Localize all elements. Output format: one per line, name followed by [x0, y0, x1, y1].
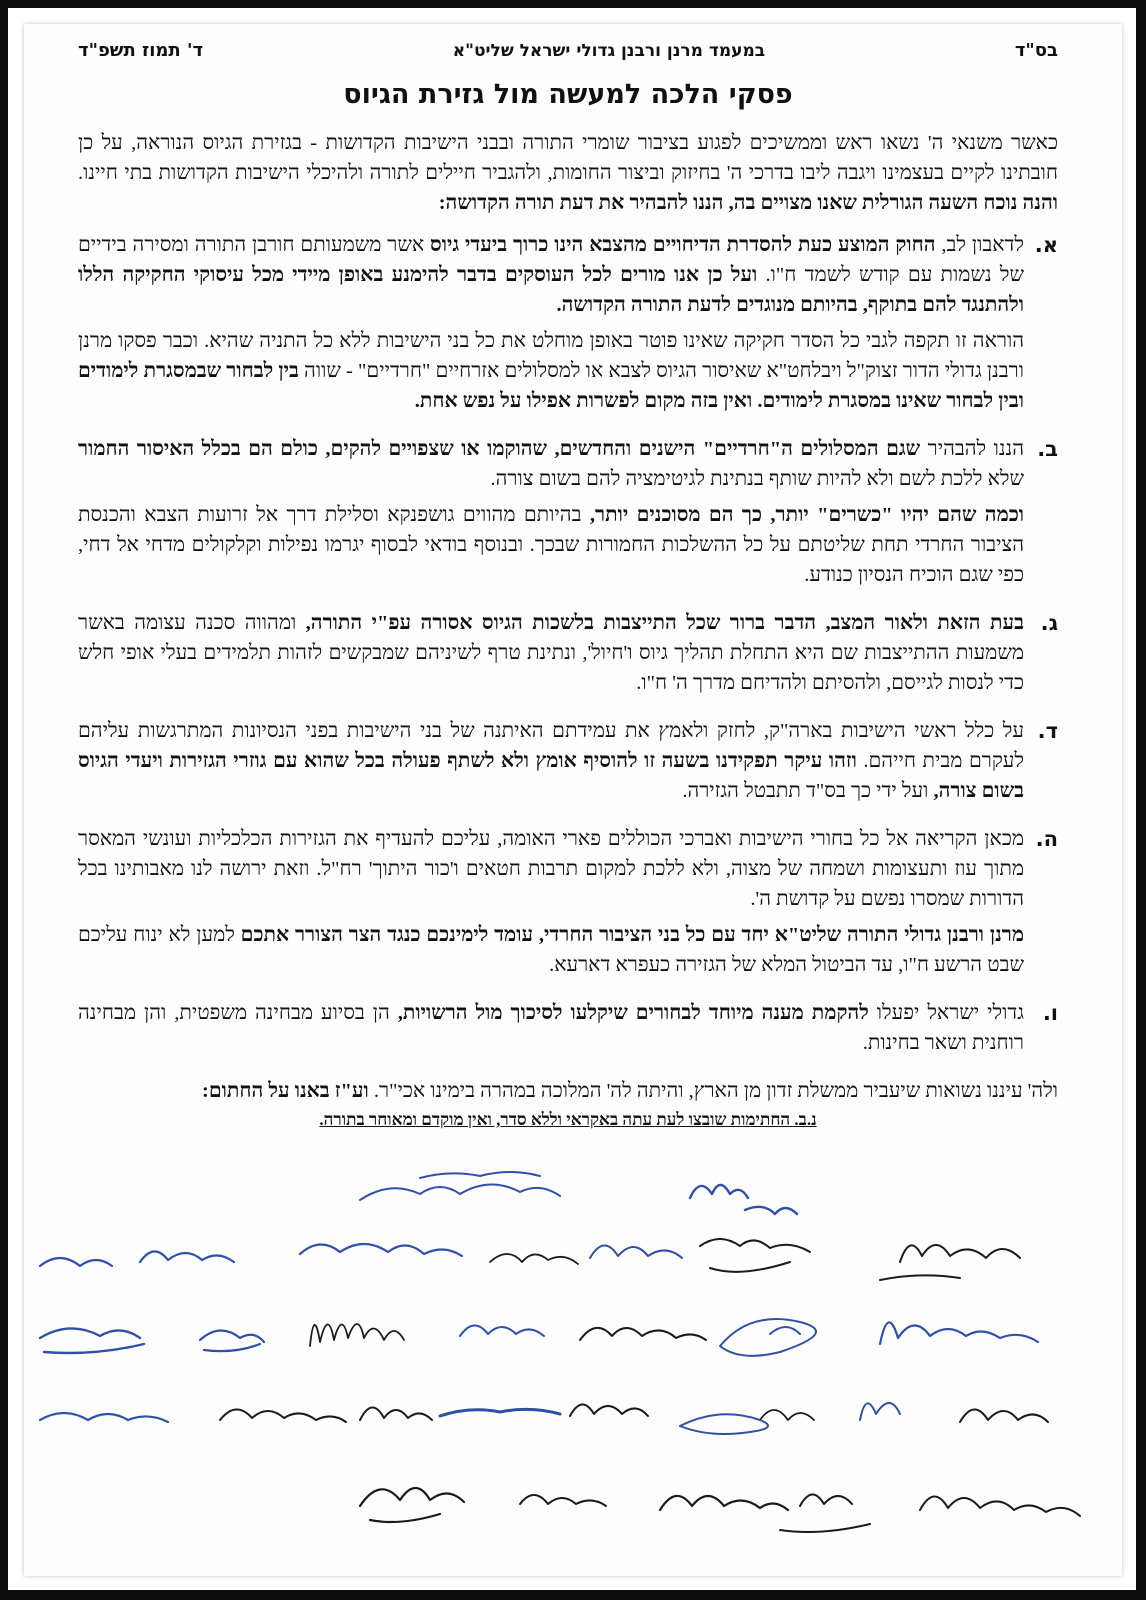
document-body	[78, 40, 1058, 1130]
clause-3	[78, 608, 1058, 704]
header-right-mark: בס"ד	[1014, 40, 1058, 61]
clause-paragraph	[78, 920, 1024, 980]
clause-paragraph	[78, 608, 1024, 698]
clause-letter: ג.	[1040, 611, 1058, 635]
document-title: פסקי הלכה למעשה מול גזירת הגיוס	[343, 79, 793, 110]
clause-text: על כלל ראשי הישיבות בארה"ק, לחזק ולאמץ את עמידתם האיתנה של בני הישיבות בפני הנסיונות המתרגשות עליהם לעקרם מבית חייהם.	[78, 720, 1024, 772]
clause-bold-text: בין לבחור שבמסגרת לימודים ובין לבחור שאינו במסגרת לימודים. ואין בזה מקום לפשרות אפילו על נפש אחת.	[78, 360, 1024, 412]
clause-paragraph	[78, 824, 1024, 914]
intro-bold-text: והנה נוכח השעה הגורלית שאנו מצויים בה, הננו להבהיר את דעת תורה הקדושה:	[438, 192, 1058, 214]
clause-body	[78, 608, 1024, 704]
intro-paragraph	[78, 128, 1058, 218]
clause-text: ועל ידי כך בס"ד תתבטל הגזירה.	[682, 780, 934, 802]
clause-paragraph	[78, 716, 1024, 806]
clause-text: למען לא ינוח עליכם שבט הרשע ח"ו, עד הביטול המלא של הגזירה כעפרא דארעא.	[78, 924, 1024, 976]
clause-bold-text: ועל כן אנו מורים לכל העוסקים בדבר להימנע באופן מיידי מכל עיסוקי החקיקה הללו ולהתנגד להם בתוקף, בהיותם מנוגדים לדעת התורה הקדושה.	[78, 264, 1024, 316]
clause-text: בהיותם מהווים גושפנקא וסלילת דרך אל זרועות הצבא והכנסת הציבור החרדי תחת שליטתם על כל ההשלכות החמורות שבכך. ובנוסף בודאי לבסוף יגרמו נפילות וקלקולים מדחי אל דחי, כפי שגם הוכיח הנסיון כנודע.	[78, 504, 1024, 586]
clause-text: הן בסיוע מבחינה משפטית, והן מבחינה רוחנית ושאר בחינות.	[78, 1002, 1024, 1054]
clause-paragraph	[78, 998, 1024, 1058]
closing-line	[78, 1076, 1058, 1106]
clause-bold-text: החוק המוצע כעת להסדרת הדיחויים מהצבא הינו כרוך ביעדי גיוס	[430, 234, 936, 256]
clause-bold-text: להקמת מענה מיוחד לבחורים שיקלעו לסיכוך מול הרשויות,	[397, 1002, 869, 1024]
clause-text: אשר משמעותם חורבן התורה ומסירה בידיים של נשמות עם קודש לשמד ח"ו.	[78, 234, 1024, 286]
clause-2	[78, 434, 1058, 596]
intro-text: כאשר משנאי ה' נשאו ראש וממשיכים לפגוע בציבור שומרי התורה ובבני הישיבות הקדושות - בגזירת הגיוס הנוראה, על כן חובתינו לקיים בעצמינו ויגבה ליבו בדרכי ה' בחיזוק וביצור החומות, ולהגביר חיילים לתורה ולהיכלי הישיבות הקדושות בתי חיינו.	[78, 132, 1058, 184]
clause-text: ומהווה סכנה עצומה באשר משמעות ההתייצבות שם היא התחלת תהליך גיוס ו'חיול', ונתינת טרף לשיניהם שמבקשים לזהות תלמידים בעלי אופי חלש כדי לנסות לגייסם, ולהסיתם ולהדיחם מדרך ה' ח"ו.	[78, 612, 1024, 694]
clause-text: הוראה זו תקפה לגבי כל הסדר חקיקה שאינו פוטר באופן מוחלט את כל בני הישיבות ללא כל התניה שהיא. וכבר פסקו מרנן ורבנן גדולי הדור זצוק"ל ויבלחט"א שאיסור הגיוס לצבא או למסלולים אזרחיים "חרדיים" - שווה	[78, 330, 1024, 382]
clause-letter: א.	[1034, 233, 1058, 257]
clause-text: הננו להבהיר	[920, 438, 1024, 460]
clause-body	[78, 716, 1024, 812]
clause-bold-text: וזהו עיקר תפקידנו בשעה זו להוסיף אומץ ולא לשתף פעולה בכל שהוא עם גוזרי הגזירות ויעדי הגיוס בשום צורה,	[78, 750, 1024, 802]
header-date: ד' תמוז תשפ"ד	[78, 40, 204, 61]
clause-6	[78, 998, 1058, 1064]
clause-body	[78, 998, 1024, 1064]
clause-bold-text: בעת הזאת ולאור המצב, הדבר ברור שכל התייצבות בלשכות הגיוס אסורה עפ"י התורה,	[305, 612, 1024, 634]
closing-text: ולה' עיננו נשואות שיעביר ממשלת זדון מן הארץ, והיתה לה' המלוכה במהרה בימינו אכי"ר.	[368, 1080, 1058, 1102]
clause-text: שלא ללכת לשם ולא להיות שותף בנתינת לגיטימציה להם בשום צורה.	[490, 468, 1024, 490]
clause-letter: ה.	[1035, 827, 1058, 851]
clause-bold-text: מרנן ורבנן גדולי התורה שליט"א יחד עם כל בני הציבור החרדי, עומד לימינכם כנגד הצר הצורר אתכם	[240, 924, 1024, 946]
clause-body	[78, 434, 1024, 596]
clause-paragraph	[78, 500, 1024, 590]
clause-letter: ו.	[1042, 1001, 1058, 1025]
clause-body	[78, 824, 1024, 986]
clause-paragraph	[78, 230, 1024, 320]
closing-bold-text: וע"ז באנו על החתום:	[202, 1080, 369, 1102]
clause-letter: ד.	[1037, 719, 1058, 743]
clause-5	[78, 824, 1058, 986]
clause-text: מכאן הקריאה אל כל בחורי הישיבות ואברכי הכוללים פארי האומה, עליכם להעדיף את הגזירות הכלכליות ועונשי המאסר מתוך עוז ותעצומות ושמחה של מצוה, ולא ללכת למקום תרבות חטאים ו'כור היתוך' רח"ל. וזאת ירושה לנו מאבותינו בכל הדורות שמסרו נפשם על קדושת ה'.	[78, 828, 1024, 910]
clause-letter: ב.	[1037, 437, 1058, 461]
document-header	[78, 40, 1058, 61]
clause-text: גדולי ישראל יפעלו	[868, 1002, 1024, 1024]
clause-1	[78, 230, 1058, 422]
clause-bold-text: וכמה שהם יהיו "כשרים" יותר, כך הם מסוכנים יותר,	[589, 504, 1024, 526]
clause-4	[78, 716, 1058, 812]
clause-paragraph	[78, 326, 1024, 416]
clause-body	[78, 230, 1024, 422]
header-center-line: במעמד מרנן ורבנן גדולי ישראל שליט"א	[452, 41, 766, 61]
clause-bold-text: שגם המסלולים ה"חרדיים" הישנים והחדשים, שהוקמו או שצפויים להקים, כולם הם בכלל האיסור החמור	[78, 438, 921, 460]
clause-paragraph	[78, 434, 1024, 494]
nb-note: נ.ב. החתימות שובצו לעת עתה באקראי וללא סדר, ואין מוקדם ומאוחר בתורה.	[319, 1110, 817, 1129]
clause-text: לדאבון לב,	[935, 234, 1025, 256]
